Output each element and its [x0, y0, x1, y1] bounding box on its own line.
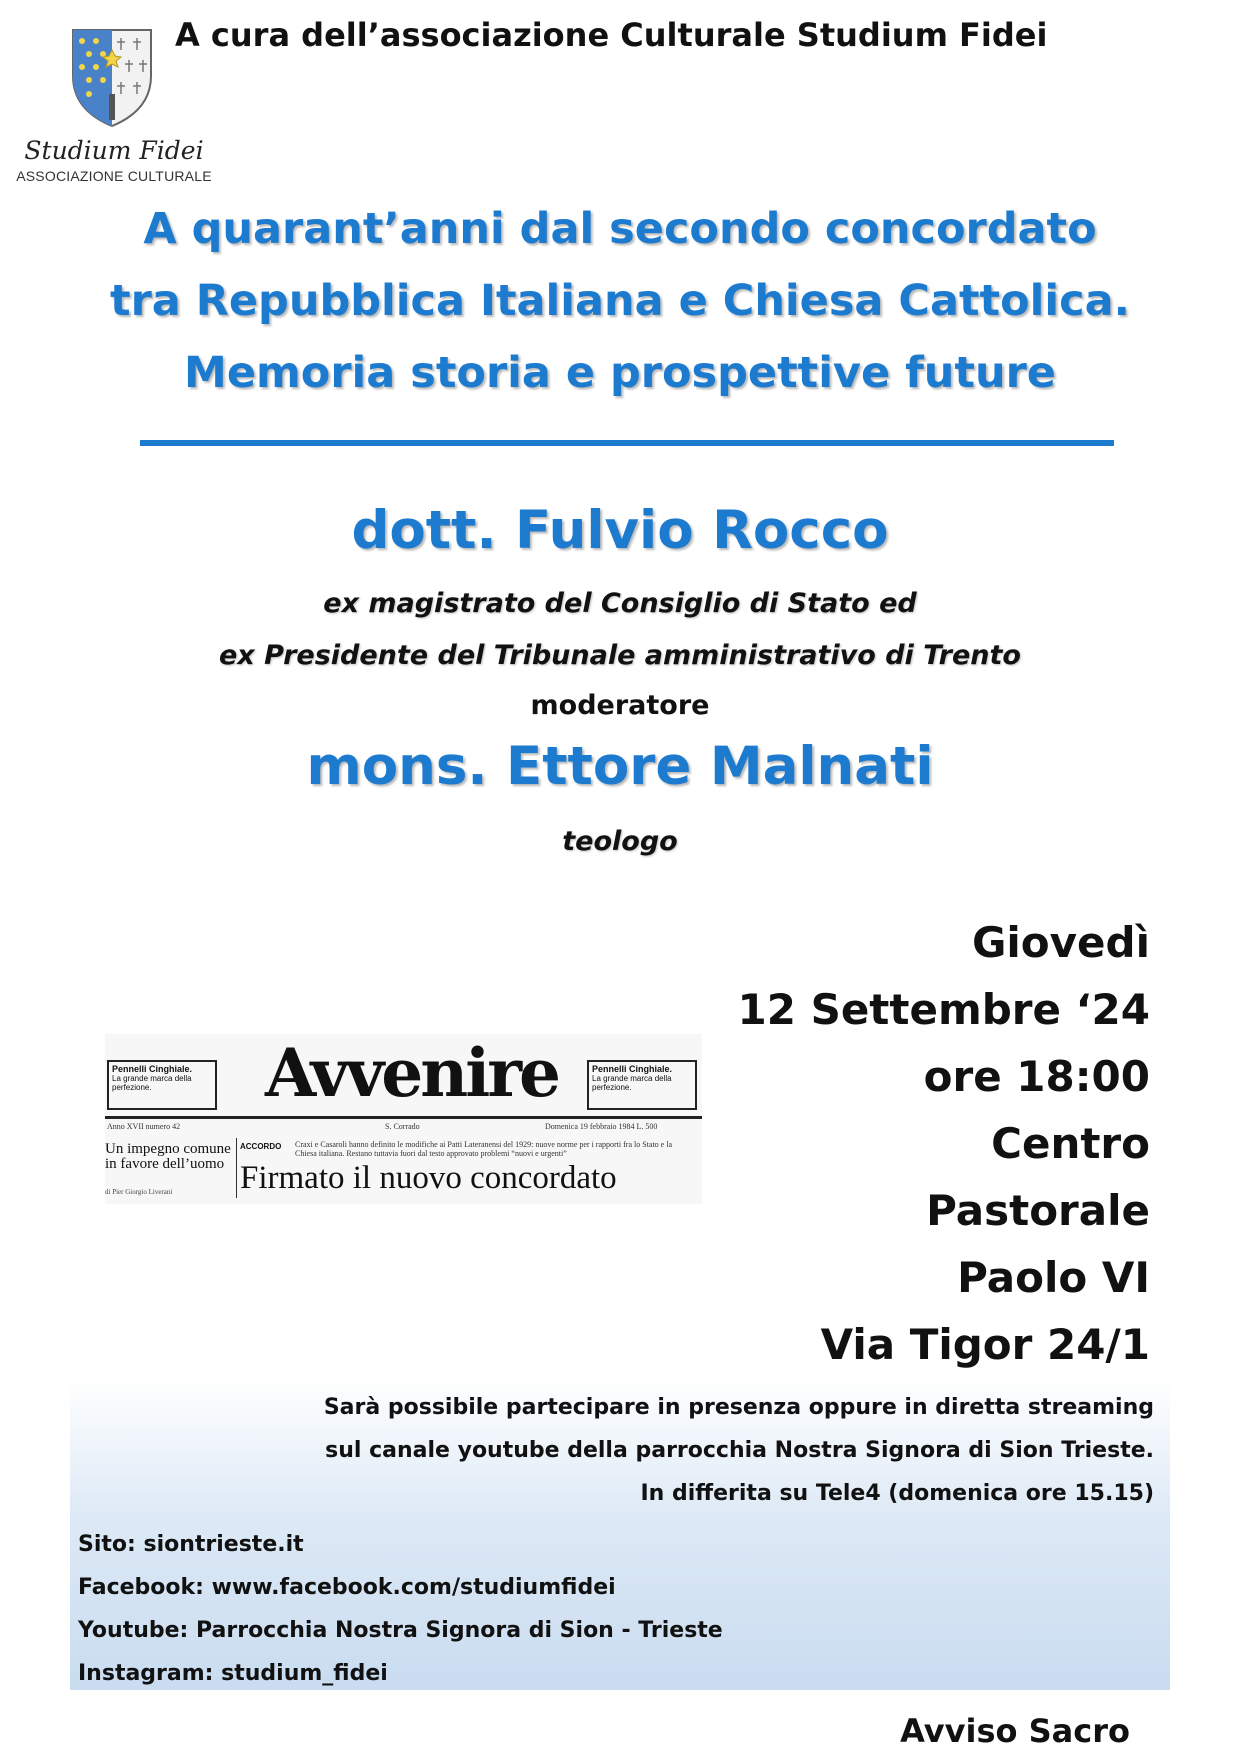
title-divider: [140, 440, 1114, 446]
newspaper-masthead: Avvenire: [265, 1034, 559, 1112]
newspaper-saint: S. Corrado: [385, 1122, 420, 1131]
newspaper-date: Domenica 19 febbraio 1984 L. 500: [545, 1122, 658, 1131]
event-date: 12 Settembre ‘24: [737, 985, 1150, 1034]
ad-left-brand: Pennelli Cinghiale.: [112, 1064, 193, 1074]
speaker-role-line-1: ex magistrato del Consiglio di Stato ed: [323, 588, 917, 619]
moderator-role: teologo: [562, 826, 678, 857]
notice-label: Avviso Sacro: [900, 1712, 1130, 1750]
event-venue-line-2: Pastorale: [926, 1186, 1150, 1235]
moderator-label: moderatore: [530, 690, 710, 721]
contact-facebook: Facebook: www.facebook.com/studiumfidei: [78, 1575, 616, 1600]
newspaper-side-text: Un impegno comune in favore dell’uomo: [105, 1141, 231, 1172]
logo-subtitle: ASSOCIAZIONE CULTURALE: [16, 168, 212, 184]
contact-instagram: Instagram: studium_fidei: [78, 1661, 388, 1686]
speaker-role-line-2: ex Presidente del Tribunale amministrativo di Trento: [219, 640, 1021, 671]
contact-youtube: Youtube: Parrocchia Nostra Signora di Sion - Trieste: [78, 1618, 723, 1643]
newspaper-column-rule: [236, 1138, 237, 1198]
title-line-1: A quarant’anni dal secondo concordato: [143, 204, 1097, 254]
title-line-3: Memoria storia e prospettive future: [184, 348, 1056, 398]
newspaper-ad-right: [587, 1060, 697, 1110]
newspaper-section: ACCORDO: [240, 1142, 282, 1151]
ad-right-brand: Pennelli Cinghiale.: [592, 1064, 673, 1074]
participation-line-2: sul canale youtube della parrocchia Nostra Signora di Sion Trieste.: [325, 1438, 1154, 1463]
contact-website: Sito: siontrieste.it: [78, 1532, 304, 1557]
title-line-2: tra Repubblica Italiana e Chiesa Cattolica.: [110, 276, 1130, 326]
logo-script-text: Studium Fidei: [24, 136, 204, 165]
speaker-name: dott. Fulvio Rocco: [351, 500, 889, 561]
newspaper-issue: Anno XVII numero 42: [107, 1122, 181, 1131]
newspaper-rule: [105, 1116, 702, 1119]
organizer-heading: A cura dell’associazione Culturale Studium Fidei: [175, 16, 1048, 54]
event-venue-line-3: Paolo VI: [957, 1253, 1150, 1302]
event-venue-line-1: Centro: [991, 1119, 1150, 1168]
participation-line-1: Sarà possibile partecipare in presenza oppure in diretta streaming: [323, 1395, 1154, 1420]
newspaper-clipping: [105, 1034, 702, 1204]
ad-left-text: La grande marca della perfezione.: [112, 1074, 192, 1092]
event-day: Giovedì: [971, 918, 1150, 967]
newspaper-body: Craxi e Casaroli hanno definito le modifiche ai Patti Lateranensi del 1929: nuove norme per i rapporti fra lo Stato e la Chiesa italiana. Restano tuttavia fuori dal testo approvato problemi “nuovi e urgenti”: [295, 1140, 672, 1158]
event-time: ore 18:00: [923, 1052, 1150, 1101]
moderator-name: mons. Ettore Malnati: [306, 736, 934, 797]
newspaper-ad-left: [107, 1060, 217, 1110]
newspaper-credit: di Pier Giorgio Liverani: [105, 1188, 173, 1196]
event-address: Via Tigor 24/1: [820, 1320, 1150, 1369]
coat-of-arms-icon: [69, 24, 155, 128]
ad-right-text: La grande marca della perfezione.: [592, 1074, 672, 1092]
newspaper-headline: Firmato il nuovo concordato: [240, 1160, 617, 1196]
participation-line-3: In differita su Tele4 (domenica ore 15.15): [640, 1481, 1154, 1506]
